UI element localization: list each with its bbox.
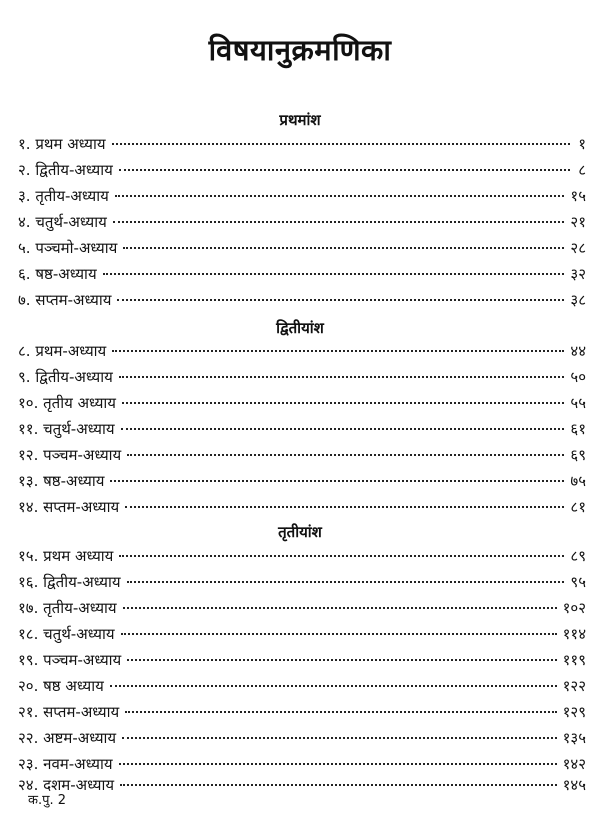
toc-page-number: १०२ bbox=[562, 599, 586, 617]
dot-leader bbox=[127, 581, 565, 583]
toc-row bbox=[18, 700, 586, 724]
dot-leader bbox=[119, 763, 557, 765]
toc-page-number: ७५ bbox=[570, 472, 586, 490]
dot-leader bbox=[127, 454, 564, 456]
toc-page-number: ६९ bbox=[570, 446, 586, 464]
toc-row bbox=[18, 391, 586, 415]
dot-leader bbox=[112, 350, 564, 352]
dot-leader bbox=[123, 607, 557, 609]
toc-entry-label: ३. तृतीय-अध्याय bbox=[18, 187, 109, 205]
toc-entry-label: २२. अष्टम-अध्याय bbox=[18, 729, 117, 747]
toc-page-number: १५ bbox=[570, 187, 586, 205]
toc-entry-label: ७. सप्तम-अध्याय bbox=[18, 291, 112, 309]
toc-page-number: १३५ bbox=[562, 729, 586, 747]
toc-entry-label: १७. तृतीय-अध्याय bbox=[18, 599, 117, 617]
toc-page-number: १२२ bbox=[562, 677, 586, 695]
toc-entry-label: २. द्वितीय-अध्याय bbox=[18, 161, 113, 179]
dot-leader bbox=[119, 169, 570, 171]
toc-entry-label: २४. दशम-अध्याय bbox=[18, 776, 115, 794]
page-title: विषयानुक्रमणिका bbox=[208, 33, 392, 67]
toc-page-number: ५० bbox=[570, 368, 586, 386]
dot-leader bbox=[110, 685, 557, 687]
dot-leader bbox=[121, 428, 565, 430]
toc-entry-label: ९. द्वितीय-अध्याय bbox=[18, 368, 113, 386]
toc-entry-label: १०. तृतीय अध्याय bbox=[18, 394, 116, 412]
section-heading-tritiyansh: तृतीयांश bbox=[278, 523, 322, 541]
dot-leader bbox=[122, 402, 564, 404]
toc-page-number: १४२ bbox=[562, 755, 586, 773]
toc-row bbox=[18, 158, 586, 182]
toc-entry-label: ४. चतुर्थ-अध्याय bbox=[18, 213, 107, 231]
dot-leader bbox=[117, 299, 564, 301]
toc-entry-label: २१. सप्तम-अध्याय bbox=[18, 703, 120, 721]
toc-page-number: ३८ bbox=[570, 291, 586, 309]
toc-row bbox=[18, 417, 586, 441]
toc-entry-label: ११. चतुर्थ-अध्याय bbox=[18, 420, 115, 438]
toc-entry-label: १. प्रथम अध्याय bbox=[18, 135, 106, 153]
toc-page-number: ९५ bbox=[570, 573, 586, 591]
dot-leader bbox=[122, 737, 556, 739]
dot-leader bbox=[127, 659, 556, 661]
section-heading-prathamansh: प्रथमांश bbox=[279, 111, 321, 129]
toc-page-number: ५५ bbox=[570, 394, 586, 412]
dot-leader bbox=[125, 506, 564, 508]
toc-entry-label: १३. षष्ठ-अध्याय bbox=[18, 472, 105, 490]
toc-entry-label: १२. पञ्चम-अध्याय bbox=[18, 446, 122, 464]
toc-page-number: २८ bbox=[570, 239, 586, 257]
toc-entry-label: २०. षष्ठ अध्याय bbox=[18, 677, 104, 695]
toc-page-number: ११९ bbox=[562, 651, 586, 669]
toc-entry-label: ८. प्रथम-अध्याय bbox=[18, 342, 107, 360]
toc-row bbox=[18, 544, 586, 568]
dot-leader bbox=[121, 633, 557, 635]
toc-row bbox=[18, 570, 586, 594]
toc-page-number: ३२ bbox=[570, 265, 586, 283]
toc-row bbox=[18, 726, 586, 750]
toc-entry-label: २३. नवम-अध्याय bbox=[18, 755, 113, 773]
toc-entry-label: १८. चतुर्थ-अध्याय bbox=[18, 625, 115, 643]
toc-entry-label: १५. प्रथम अध्याय bbox=[18, 547, 114, 565]
toc-row bbox=[18, 236, 586, 260]
toc-page-number: ८ bbox=[578, 161, 586, 179]
toc-page-number: ८९ bbox=[570, 547, 586, 565]
toc-row bbox=[18, 648, 586, 672]
dot-leader bbox=[125, 711, 556, 713]
dot-leader bbox=[119, 376, 565, 378]
toc-page-number: ११४ bbox=[562, 625, 586, 643]
toc-entry-label: १९. पञ्चम-अध्याय bbox=[18, 651, 122, 669]
dot-leader bbox=[123, 247, 564, 249]
toc-row bbox=[18, 674, 586, 698]
footer-signature: क.पु. 2 bbox=[28, 793, 67, 808]
toc-row bbox=[18, 365, 586, 389]
toc-row bbox=[18, 443, 586, 467]
dot-leader bbox=[110, 480, 564, 482]
toc-row bbox=[18, 288, 586, 312]
dot-leader bbox=[113, 221, 565, 223]
toc-entry-label: १६. द्वितीय-अध्याय bbox=[18, 573, 121, 591]
dot-leader bbox=[112, 143, 570, 145]
toc-row bbox=[18, 622, 586, 646]
toc-row bbox=[18, 495, 586, 519]
toc-entry-label: ६. षष्ठ-अध्याय bbox=[18, 265, 97, 283]
dot-leader bbox=[119, 555, 564, 557]
toc-row bbox=[18, 210, 586, 234]
toc-row bbox=[18, 596, 586, 620]
toc-row bbox=[18, 469, 586, 493]
toc-row bbox=[18, 339, 586, 363]
toc-page-number: १४५ bbox=[562, 776, 586, 794]
dot-leader bbox=[103, 273, 565, 275]
toc-row bbox=[18, 262, 586, 286]
toc-page-number: ८१ bbox=[570, 498, 586, 516]
toc-page-number: १ bbox=[578, 135, 586, 153]
toc-row bbox=[18, 184, 586, 208]
toc-entry-label: ५. पञ्चमो-अध्याय bbox=[18, 239, 118, 257]
dot-leader bbox=[120, 784, 557, 786]
toc-row bbox=[18, 132, 586, 156]
toc-page-number: २१ bbox=[570, 213, 586, 231]
toc-entry-label: १४. सप्तम-अध्याय bbox=[18, 498, 120, 516]
toc-page-number: ६१ bbox=[570, 420, 586, 438]
dot-leader bbox=[115, 195, 565, 197]
section-heading-dwitiyansh: द्वितीयांश bbox=[276, 319, 324, 337]
toc-row bbox=[18, 773, 586, 797]
toc-page-number: १२९ bbox=[562, 703, 586, 721]
toc-page-number: ४४ bbox=[570, 342, 586, 360]
